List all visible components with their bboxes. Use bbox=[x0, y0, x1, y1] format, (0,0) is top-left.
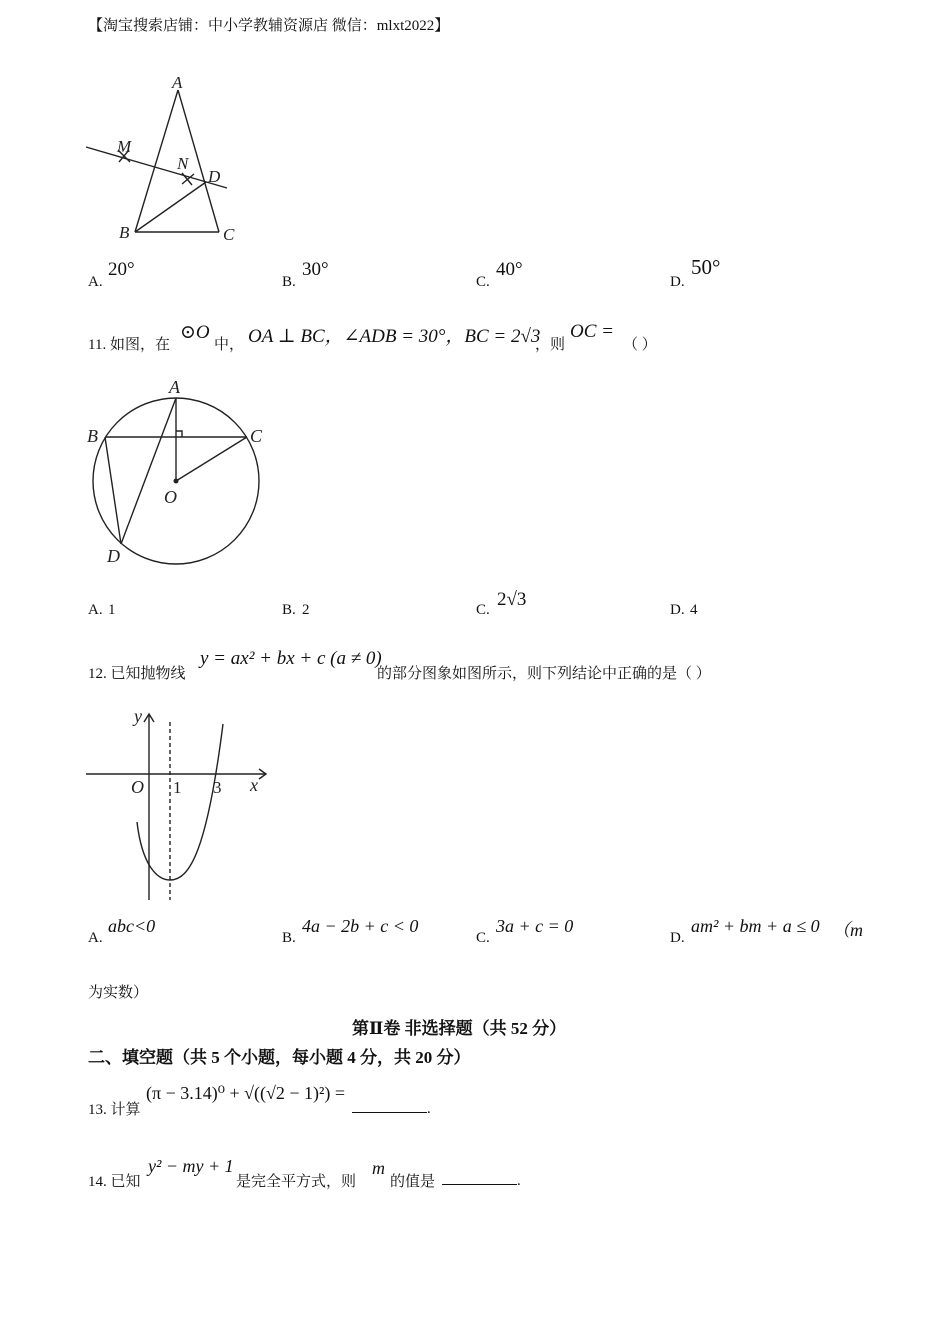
q11-option-c-label: C. bbox=[476, 602, 490, 618]
q12-option-d-value: am² + bm + a ≤ 0 bbox=[691, 916, 820, 936]
q12-label-x: x bbox=[250, 775, 258, 795]
q12-label-o: O bbox=[131, 777, 144, 797]
q12-option-d-label: D. bbox=[670, 930, 685, 946]
q11-label-d: D bbox=[107, 546, 120, 566]
q11-number: 11. 如图，在 bbox=[88, 337, 170, 353]
q12-label-three: 3 bbox=[213, 778, 222, 797]
q12-option-b-value: 4a − 2b + c < 0 bbox=[302, 916, 419, 936]
q11-option-d-label: D. bbox=[670, 602, 685, 618]
q11-mid-text: 中， bbox=[214, 337, 245, 353]
q11-option-a-label: A. bbox=[88, 602, 103, 618]
q11-option-a-value: 1 bbox=[108, 602, 116, 618]
q11-label-b: B bbox=[87, 426, 98, 446]
q12-tail-text: 的部分图象如图所示，则下列结论中正确的是（ ） bbox=[377, 666, 711, 682]
q13-end-period: . bbox=[427, 1101, 431, 1117]
q14-variable: m bbox=[372, 1158, 385, 1178]
q12-option-a-label: A. bbox=[88, 930, 103, 946]
q10-option-a-value: 20° bbox=[108, 259, 135, 280]
q14-answer-line bbox=[442, 1170, 521, 1190]
q10-label-m: M bbox=[117, 137, 132, 156]
q12-option-b-label: B. bbox=[282, 930, 296, 946]
q11-circle-figure bbox=[84, 372, 274, 572]
q14-mid-text: 是完全平方式，则 bbox=[236, 1174, 357, 1190]
q10-triangle-figure bbox=[82, 70, 252, 250]
q12-formula: y = ax² + bx + c (a ≠ 0) bbox=[200, 648, 382, 669]
q13-answer-line bbox=[352, 1098, 431, 1118]
q12-option-d-continuation: 为实数） bbox=[88, 985, 149, 1001]
q10-label-b: B bbox=[119, 223, 130, 242]
q10-option-c-label: C. bbox=[476, 274, 490, 290]
q14-formula: y² − my + 1 bbox=[148, 1156, 234, 1176]
q12-label-one: 1 bbox=[173, 778, 182, 797]
q11-circle-symbol: ⊙O bbox=[180, 322, 210, 343]
q12-number: 12. 已知抛物线 bbox=[88, 666, 186, 682]
q11-option-c-value: 2√3 bbox=[497, 589, 527, 610]
q10-label-d: D bbox=[208, 167, 221, 186]
q13-formula: (π − 3.14)⁰ + √((√2 − 1)²) = bbox=[146, 1083, 346, 1103]
q12-parabola-figure bbox=[82, 700, 272, 905]
q11-label-c: C bbox=[250, 426, 263, 446]
q10-option-a-label: A. bbox=[88, 274, 103, 290]
q11-option-b-value: 2 bbox=[302, 602, 310, 618]
q10-option-d-label: D. bbox=[670, 274, 685, 290]
q11-paren: （ ） bbox=[623, 337, 657, 353]
q12-option-c-value: 3a + c = 0 bbox=[496, 916, 574, 936]
page-header: 【淘宝搜索店铺：中小学教辅资源店 微信：mlxt2022】 bbox=[88, 18, 450, 34]
q11-label-o: O bbox=[164, 487, 177, 507]
q14-number: 14. 已知 bbox=[88, 1174, 141, 1190]
q14-tail-text: 的值是 bbox=[390, 1174, 436, 1190]
q10-option-b-label: B. bbox=[282, 274, 296, 290]
q10-label-n: N bbox=[177, 154, 189, 173]
q12-option-d-suffix: （m bbox=[832, 920, 863, 940]
q11-label-a: A bbox=[169, 377, 180, 397]
q14-end-period: . bbox=[517, 1173, 521, 1189]
q12-option-a-value: abc<0 bbox=[108, 916, 156, 936]
q13-number: 13. 计算 bbox=[88, 1102, 141, 1118]
q10-option-d-value: 50° bbox=[691, 255, 721, 279]
q10-option-b-value: 30° bbox=[302, 259, 329, 280]
q10-label-c: C bbox=[223, 225, 235, 244]
q11-option-d-value: 4 bbox=[690, 602, 698, 618]
q12-label-y: y bbox=[134, 706, 142, 726]
q11-condition: OA ⊥ BC，∠ADB = 30°，BC = 2√3 bbox=[248, 326, 541, 347]
q11-option-b-label: B. bbox=[282, 602, 296, 618]
q11-tail-text: ，则 bbox=[535, 337, 566, 353]
part-2-title: 二、填空题（共 5 个小题，每小题 4 分，共 20 分） bbox=[88, 1048, 471, 1067]
q12-option-c-label: C. bbox=[476, 930, 490, 946]
q10-label-a: A bbox=[172, 73, 183, 92]
q11-ask: OC = bbox=[570, 321, 614, 342]
section-2-title: 第Ⅱ卷 非选择题（共 52 分） bbox=[352, 1019, 567, 1038]
q10-option-c-value: 40° bbox=[496, 259, 523, 280]
